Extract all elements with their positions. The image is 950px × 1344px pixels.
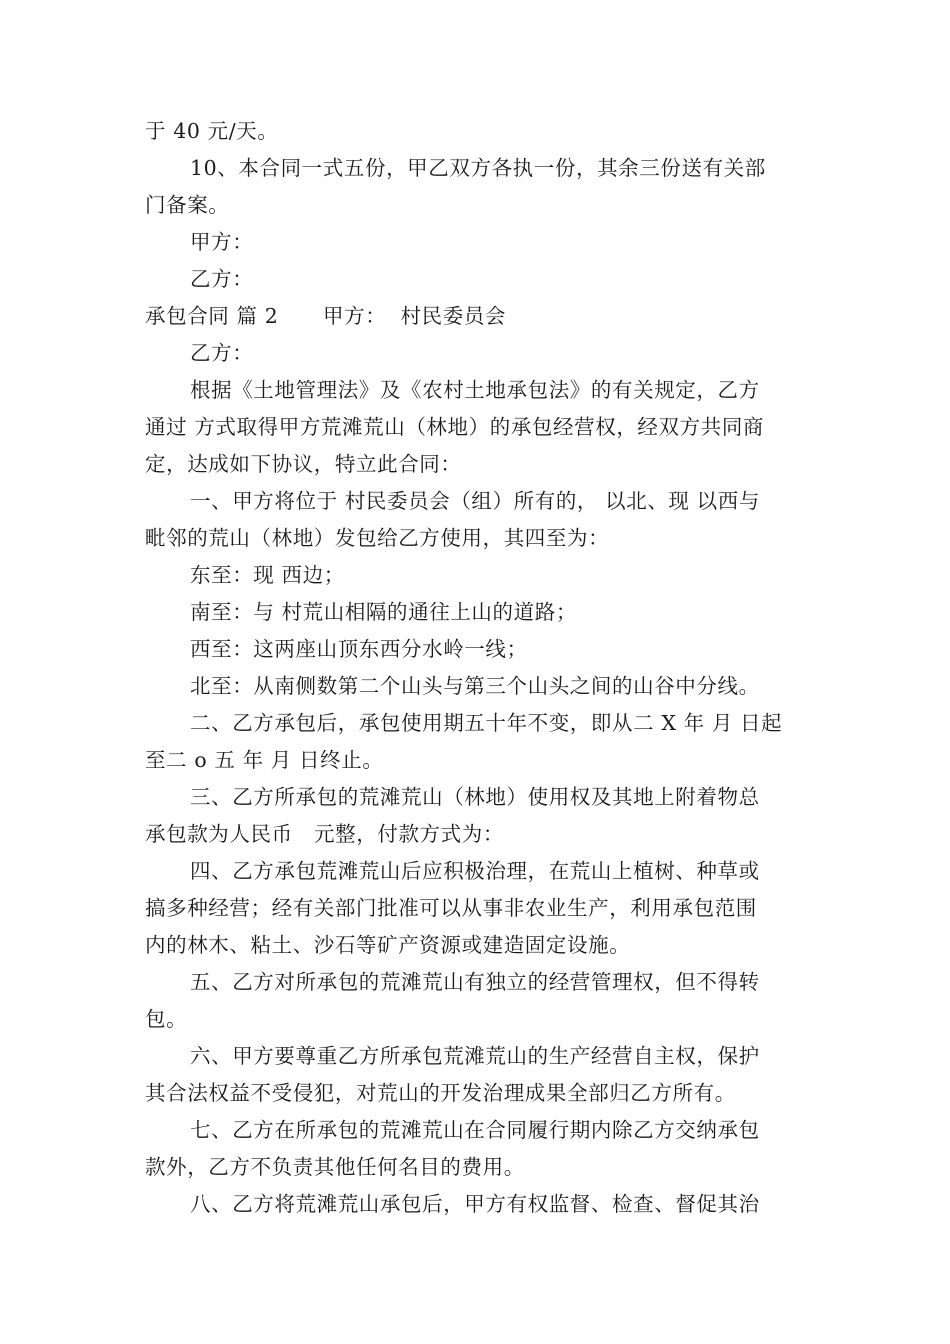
text-line: 五、乙方对所承包的荒滩荒山有独立的经营管理权，但不得转 [190,970,760,994]
text-line: 二、乙方承包后，承包使用期五十年不变，即从二 X 年 月 日起 [190,711,783,735]
text-line: 内的林木、粘土、沙石等矿产资源或建造固定设施。 [145,933,631,957]
text-line: 一、甲方将位于 村民委员会（组）所有的， 以北、现 以西与 [190,489,760,513]
section-heading-row [145,298,815,335]
text-line: 通过 方式取得甲方荒滩荒山（林地）的承包经营权，经双方共同商 [145,415,765,439]
document-body [145,113,815,1223]
text-line: 毗邻的荒山（林地）发包给乙方使用，其四至为： [145,526,610,550]
text-line: 搞多种经营；经有关部门批准可以从事非农业生产，利用承包范围 [145,896,757,920]
paragraph-group-main [145,335,815,1223]
party-a-label: 甲方： 村民委员会 [323,304,507,328]
text-line: 乙方： [190,267,254,291]
text-line: 至二 o 五 年 月 日终止。 [145,748,384,772]
text-line: 款外，乙方不负责其他任何名目的费用。 [145,1155,525,1179]
section-title: 承包合同 篇 2 [145,304,279,328]
text-line: 西至：这两座山顶东西分水岭一线； [190,637,528,661]
paragraph-group-top [145,113,815,298]
text-line: 八、乙方将荒滩荒山承包后，甲方有权监督、检查、督促其治 [190,1192,760,1216]
text-line: 10、本合同一式五份，甲乙双方各执一份，其余三份送有关部 [190,156,766,180]
text-line: 甲方： [190,230,254,254]
text-line: 定，达成如下协议，特立此合同： [145,452,462,476]
text-line: 北至：从南侧数第二个山头与第三个山头之间的山谷中分线。 [190,674,760,698]
text-line: 乙方： [190,341,254,365]
text-line: 包。 [145,1007,188,1031]
text-line: 六、甲方要尊重乙方所承包荒滩荒山的生产经营自主权，保护 [190,1044,760,1068]
text-line: 七、乙方在所承包的荒滩荒山在合同履行期内除乙方交纳承包 [190,1118,760,1142]
text-line: 门备案。 [145,193,230,217]
text-line: 根据《土地管理法》及《农村土地承包法》的有关规定，乙方 [190,378,760,402]
text-line: 其合法权益不受侵犯，对荒山的开发治理成果全部归乙方所有。 [145,1081,736,1105]
text-line: 东至：现 西边； [190,563,345,587]
text-line: 四、乙方承包荒滩荒山后应积极治理，在荒山上植树、种草或 [190,859,760,883]
text-line: 于 40 元/天。 [145,119,279,143]
text-line: 南至：与 村荒山相隔的通往上山的道路； [190,600,577,624]
text-line: 承包款为人民币 元整，付款方式为： [145,822,504,846]
text-line: 三、乙方所承包的荒滩荒山（林地）使用权及其地上附着物总 [190,785,760,809]
